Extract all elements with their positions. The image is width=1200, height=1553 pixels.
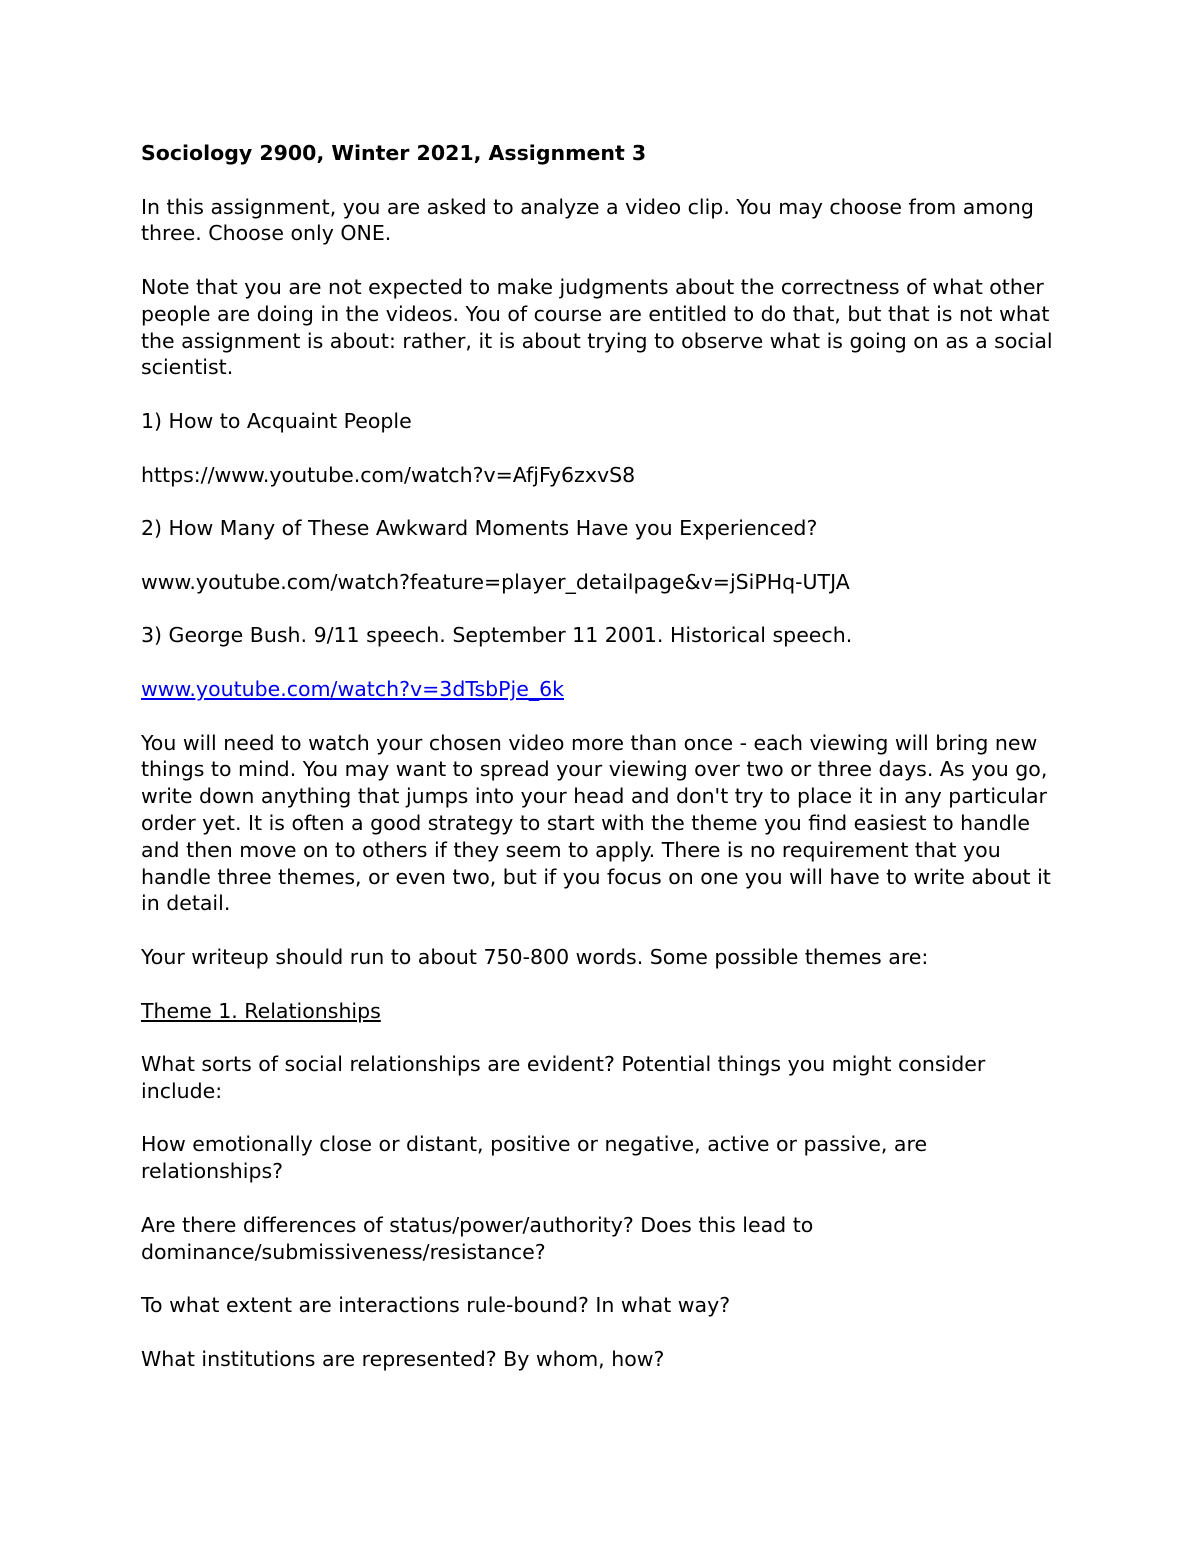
- video-1-url: https://www.youtube.com/watch?v=AfjFy6zxvS8: [141, 462, 636, 487]
- video-1-label: 1) How to Acquaint People: [141, 408, 412, 433]
- video-2-label: 2) How Many of These Awkward Moments Have you Experienced?: [141, 516, 818, 541]
- theme-1-heading: Theme 1. Relationships: [141, 998, 381, 1023]
- video-3-link[interactable]: www.youtube.com/watch?v=3dTsbPje_6k: [141, 676, 564, 701]
- document-page: [141, 140, 1071, 1399]
- note-paragraph: Note that you are not expected to make judgments about the correctness of what other people are doing in the videos. You of course are entitled to do that, but that is not what the assignment is about: rather, it is about trying to observe what is going on as a social scientist.: [141, 274, 1053, 380]
- instructions-paragraph: You will need to watch your chosen video more than once - each viewing will bring new things to mind. You may want to spread your viewing over two or three days. As you go, write down anything that jumps into your head and don't try to place it in any particular order yet. It is often a good strategy to start with the theme you find easiest to handle and then move on to others if they seem to apply. There is no requirement that you handle three themes, or even two, but if you focus on one you will have to write about it in detail.: [141, 730, 1051, 916]
- video-3-label: 3) George Bush. 9/11 speech. September 11 2001. Historical speech.: [141, 623, 853, 648]
- theme-1-question: Are there differences of status/power/authority? Does this lead to dominance/submissiveness/resistance?: [141, 1212, 814, 1264]
- theme-1-question: What sorts of social relationships are evident? Potential things you might consider include:: [141, 1052, 986, 1103]
- theme-1-question: To what extent are interactions rule-bound? In what way?: [141, 1293, 731, 1318]
- theme-1-question: How emotionally close or distant, positive or negative, active or passive, are relationships?: [141, 1132, 928, 1184]
- intro-paragraph: In this assignment, you are asked to analyze a video clip. You may choose from among three. Choose only ONE.: [141, 194, 1034, 246]
- document-title: Sociology 2900, Winter 2021, Assignment 3: [141, 141, 647, 165]
- length-paragraph: Your writeup should run to about 750-800 words. Some possible themes are:: [141, 944, 929, 969]
- video-2-url: www.youtube.com/watch?feature=player_detailpage&v=jSiPHq-UTJA: [141, 569, 850, 594]
- theme-1-question: What institutions are represented? By whom, how?: [141, 1346, 665, 1371]
